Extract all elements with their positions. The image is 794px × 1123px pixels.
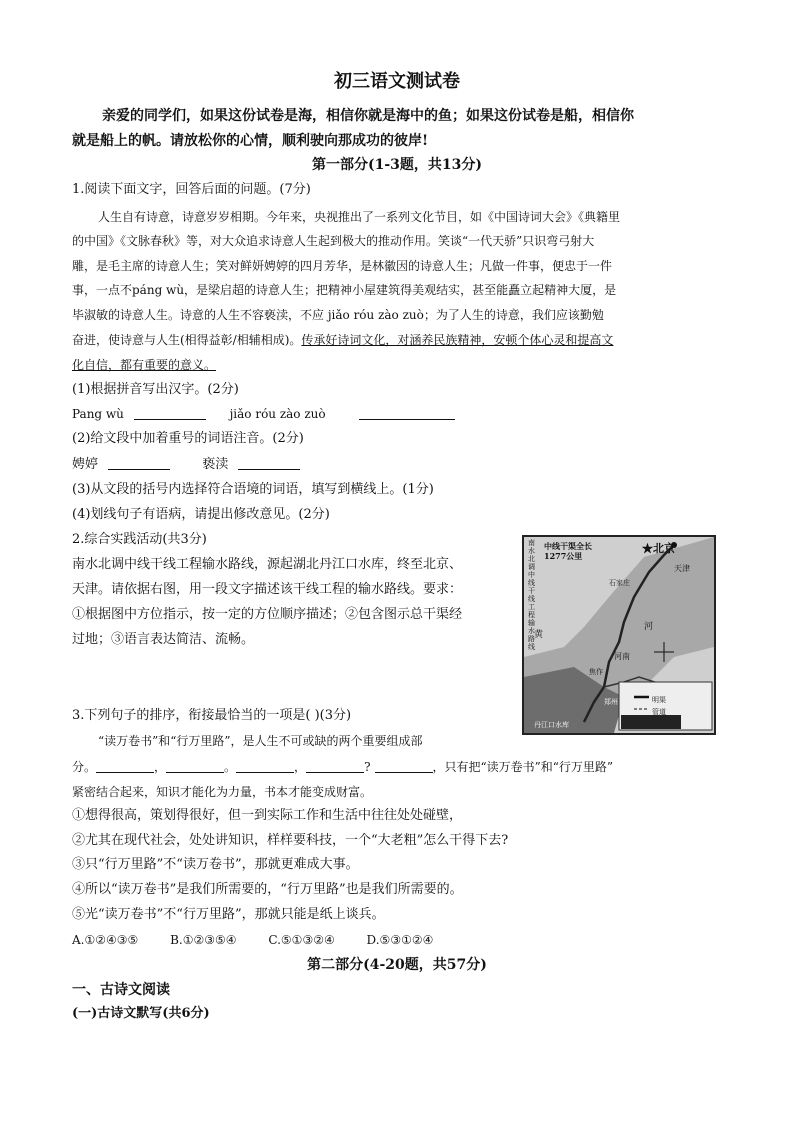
- answer-blank[interactable]: [108, 455, 170, 470]
- q1-passage-line: [72, 330, 613, 350]
- part2-heading: 第二部分(4-20题，共57分): [307, 957, 487, 973]
- map-label-he: 河: [644, 622, 654, 632]
- q2-body-line: 过地；③语言表达简洁、流畅。: [72, 632, 255, 647]
- q3-fill-end: ，只有把“读万卷书”和“行万里路”: [432, 760, 614, 774]
- map-label-henan: 河南: [614, 652, 630, 661]
- q3-item: ⑤光“读万卷书”不“行万里路”，那就只能是纸上谈兵。: [72, 907, 385, 922]
- map-legend-channel: 明渠: [652, 696, 666, 704]
- q3-options: [72, 930, 433, 950]
- q1-underlined-sentence-end: 化自信，都有重要的意义。: [72, 358, 217, 372]
- answer-blank[interactable]: [96, 758, 154, 773]
- map-legend-title: 中线干渠全长 1277公里: [544, 541, 592, 561]
- map-label-shijiazhuang: 石家庄: [609, 579, 630, 587]
- q1-underlined-sentence: 传承好诗词文化，对涵养民族精神，安顿个体心灵和提高文: [301, 333, 614, 347]
- word-1: 娉婷: [72, 457, 99, 472]
- answer-blank[interactable]: [306, 758, 364, 773]
- q3-lead: “读万卷书”和“行万里路”，是人生不可或缺的两个重要组成部: [98, 734, 423, 748]
- q3-item: ④所以“读万卷书”是我们所需要的，“行万里路”也是我们所需要的。: [72, 882, 463, 897]
- q1-sub4: (4)划线句子有语病，请提出修改意见。(2分): [72, 507, 330, 522]
- intro-line-2: 就是船上的帆。请放松你的心情，顺利驶向那成功的彼岸!: [72, 133, 429, 149]
- q3-item: ①想得很高，策划得很好，但一到实际工作和生活中往往处处碰壁，: [72, 808, 463, 823]
- q1-sub3: (3)从文段的括号内选择符合语境的词语，填写到横线上。(1分): [72, 482, 434, 497]
- option-d[interactable]: D.⑤③①②④: [366, 933, 434, 947]
- q2-body-line: 南水北调中线干线工程输水路线，源起湖北丹江口水库，终至北京、: [72, 557, 463, 572]
- option-a[interactable]: A.①②④③⑤: [72, 933, 139, 947]
- water-route-map: [522, 535, 716, 735]
- answer-blank[interactable]: [359, 405, 455, 420]
- q1-passage-line: 毕淑敏的诗意人生。诗意的人生不容亵渎，不应 jiǎo róu zào zuò；为了人生的诗意，我们应该勤勉: [72, 308, 604, 322]
- answer-blank[interactable]: [375, 758, 433, 773]
- answer-blank[interactable]: [166, 758, 224, 773]
- q1-sub2: (2)给文段中加着重号的词语注音。(2分): [72, 431, 304, 446]
- intro-line-1: 亲爱的同学们，如果这份试卷是海，相信你就是海中的鱼；如果这份试卷是船，相信你: [102, 108, 634, 124]
- q2-body-line: 天津。请依据右图，用一段文字描述该干线工程的输水路线。要求：: [72, 582, 463, 597]
- q1-passage-line: 事，一点不páng wù，是梁启超的诗意人生；把精神小屋建筑得美观结实，甚至能矗立起精神大厦，是: [72, 283, 617, 297]
- q1-passage-text: 奋进，使诗意与人生(相得益彰/相辅相成)。: [72, 333, 302, 347]
- section1-heading: 一、古诗文阅读: [72, 982, 170, 998]
- q3-stem: 3.下列句子的排序，衔接最恰当的一项是( )(3分): [72, 708, 352, 723]
- map-label-tianjin: 天津: [674, 564, 690, 573]
- q1-stem: 1.阅读下面文字，回答后面的问题。(7分): [72, 182, 311, 197]
- map-side-title: 南水北调中线干线工程输水路线: [528, 539, 535, 651]
- page-title: 初三语文测试卷: [334, 71, 460, 92]
- pinyin-1: Pang wù: [72, 407, 124, 421]
- part1-heading: 第一部分(1-3题，共13分): [311, 157, 483, 173]
- option-c[interactable]: C.⑤①③②④: [268, 933, 335, 947]
- q1-passage-line: 人生自有诗意，诗意岁岁相期。今年来，央视推出了一系列文化节目，如《中国诗词大会》《典籍里: [98, 210, 621, 224]
- map-label-danjiangkou: 丹江口水库: [534, 721, 569, 729]
- q1-sub1: (1)根据拼音写出汉字。(2分): [72, 382, 239, 397]
- word-2: 亵渎: [202, 457, 229, 472]
- q1-sub2-answers: [72, 455, 300, 475]
- map-label-zhengzhou: 郑州: [604, 698, 618, 706]
- q1-sub1-answers: [72, 404, 455, 424]
- map-label-huang: 黄: [534, 630, 544, 640]
- q1-passage-line: 的中国》《文脉春秋》等，对大众追求诗意人生起到极大的推动作用。笑谈“一代天骄”只识弯弓射大: [72, 234, 595, 248]
- q2-body-line: ①根据图中方位指示，按一定的方位顺序描述；②包含图示总干渠经: [72, 607, 463, 622]
- section1-subheading: (一)古诗文默写(共6分): [72, 1006, 210, 1021]
- pinyin-2: jiǎo róu zào zuò: [229, 407, 326, 421]
- map-label-jiaozuo: 焦作: [589, 668, 603, 676]
- map-legend-pipe: 管道: [652, 708, 666, 716]
- option-b[interactable]: B.①②③⑤④: [170, 933, 237, 947]
- answer-blank[interactable]: [134, 405, 206, 420]
- map-label-beijing: ★北京: [642, 542, 675, 555]
- q3-item: ②尤其在现代社会，处处讲知识，样样要科技，一个“大老粗”怎么干得下去?: [72, 833, 509, 848]
- q3-item: ③只“行万里路”不“读万卷书”，那就更难成大事。: [72, 857, 359, 872]
- q1-passage-line: 雕，是毛主席的诗意人生；笑对鲜妍娉婷的四月芳华，是林徽因的诗意人生；凡做一件事，便忠于一件: [72, 259, 613, 273]
- answer-blank[interactable]: [236, 758, 294, 773]
- answer-blank[interactable]: [238, 455, 300, 470]
- q3-fill-line: 分。 ， 。 ， ? ，只有把“读万卷书”和“行万里路”: [72, 760, 614, 774]
- q3-cont: 紧密结合起来，知识才能化为力量，书本才能变成财富。: [72, 785, 373, 799]
- q2-stem: 2.综合实践活动(共3分): [72, 532, 207, 547]
